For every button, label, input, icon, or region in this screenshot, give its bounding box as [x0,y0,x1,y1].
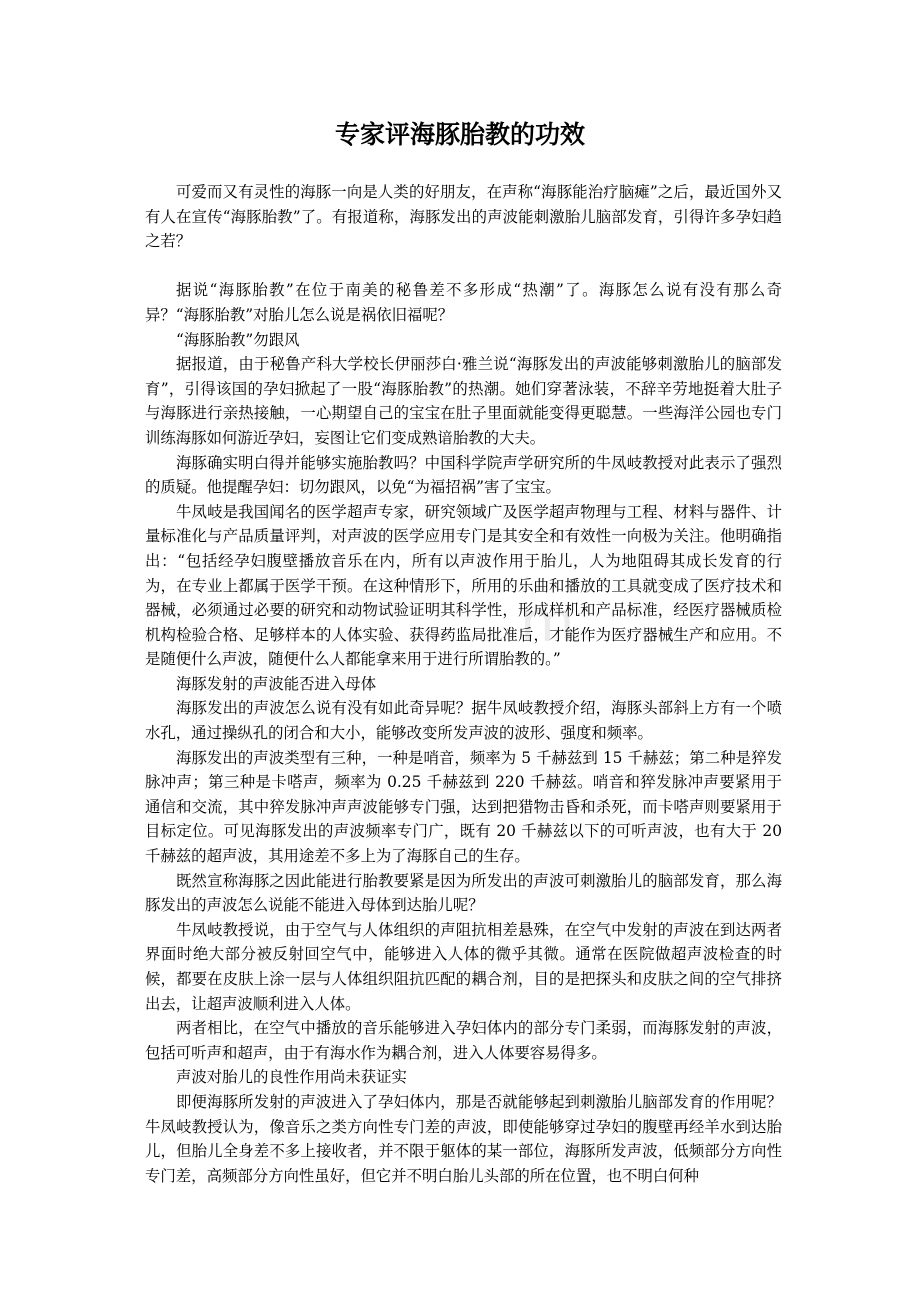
paragraph: 两者相比，在空气中播放的音乐能够进入孕妇体内的部分专门柔弱，而海豚发射的声波，包括可听声和超声，由于有海水作为耦合剂，进入人体要容易得多。 [145,1019,782,1062]
paragraph-spacer [145,254,782,279]
document-title: 专家评海豚胎教的功效 [334,120,585,149]
paragraph: 海豚发出的声波怎么说有没有如此奇异呢？据牛凤岐教授介绍，海豚头部斜上方有一个喷水孔，通过操纵孔的闭合和大小，能够改变所发声波的波形、强度和频率。 [145,699,782,743]
paragraph: 海豚确实明白得并能够实施胎教吗？中国科学院声学研究所的牛凤岐教授对此表示了强烈的质疑。他提醒孕妇：切勿跟风，以免“为福招祸”害了宝宝。 [145,453,782,497]
paragraph: 据报道，由于秘鲁产科大学校长伊丽莎白·雅兰说“海豚发出的声波能够刺激胎儿的脑部发育”，引得该国的孕妇掀起了一股“海豚胎教”的热潮。她们穿著泳装，不辞辛劳地挺着大肚子与海豚进行亲热接触，一心期望自己的宝宝在肚子里面就能变得更聪慧。一些海洋公园也专门训练海豚如何游近孕妇，妄图让它们变成熟谙胎教的大夫。 [145,355,782,447]
section-heading: “海豚胎教”勿跟风 [176,330,300,349]
paragraph: 牛凤岐是我国闻名的医学超声专家，研究领域广及医学超声物理与工程、材料与器件、计量标准化与产品质量评判，对声波的医学应用专门是其安全和有效性一向极为关注。他明确指出：“包括经孕妇腹壁播放音乐在内，所有以声波作用于胎儿，人为地阻碍其成长发育的行为，在专业上都属于医学干预。在这种情形下，所用的乐曲和播放的工具就变成了医疗技术和器械，必须通过必要的研究和动物试验证明其科学性，形成样机和产品标准，经医疗器械质检机构检验合格、足够样本的人体实验、获得药监局批准后，才能作为医疗器械生产和应用。不是随便什么声波，随便什么人都能拿来用于进行所谓胎教的。” [145,502,782,669]
paragraph: 既然宣称海豚之因此能进行胎教要紧是因为所发出的声波可刺激胎儿的脑部发育，那么海豚发出的声波怎么说能不能进入母体到达胎儿呢？ [145,871,782,915]
paragraph: 海豚发出的声波类型有三种，一种是哨音，频率为 5 千赫兹到 15 千赫兹；第二种是猝发脉冲声；第三种是卡嗒声，频率为 0.25 千赫兹到 220 千赫兹。哨音和猝发脉冲声要紧用于通信和交流，其中猝发脉冲声声波能够专门强，达到把猎物击昏和杀死，而卡嗒声则要紧用于目标定位。可见海豚发出的声波频率专门广，既有 20 千赫兹以下的可听声波，也有大于 20 千赫兹的超声波，其用途差不多上为了海豚自己的生存。 [145,748,782,866]
document-body [145,180,782,1188]
paragraph: 牛凤岐教授说，由于空气与人体组织的声阻抗相差悬殊，在空气中发射的声波在到达两者界面时绝大部分被反射回空气中，能够进入人体的微乎其微。通常在医院做超声波检查的时候，都要在皮肤上涂一层与人体组织阻抗匹配的耦合剂，目的是把探头和皮肤之间的空气排挤出去，让超声波顺利进入人体。 [145,920,782,1013]
watermark: m [520,590,577,655]
section-heading: 海豚发射的声波能否进入母体 [176,674,377,693]
paragraph: 据说“海豚胎教”在位于南美的秘鲁差不多形成“热潮”了。海豚怎么说有没有那么奇异？“海豚胎教”对胎儿怎么说是祸依旧福呢？ [145,281,782,324]
section-heading: 声波对胎儿的良性作用尚未获证实 [176,1068,407,1087]
paragraph: 即便海豚所发射的声波进入了孕妇体内，那是否就能够起到刺激胎儿脑部发育的作用呢？牛凤岐教授认为，像音乐之类方向性专门差的声波，即使能够穿过孕妇的腹壁再经羊水到达胎儿，但胎儿全身差不多上接收者，并不限于躯体的某一部位，海豚所发声波，低频部分方向性专门差，高频部分方向性虽好，但它并不明白胎儿头部的所在位置，也不明白何种 [145,1092,782,1185]
paragraph-intro: 可爱而又有灵性的海豚一向是人类的好朋友，在声称“海豚能治疗脑瘫”之后，最近国外又有人在宣传“海豚胎教”了。有报道称，海豚发出的声波能刺激胎儿脑部发育，引得许多孕妇趋之若？ [145,183,782,251]
